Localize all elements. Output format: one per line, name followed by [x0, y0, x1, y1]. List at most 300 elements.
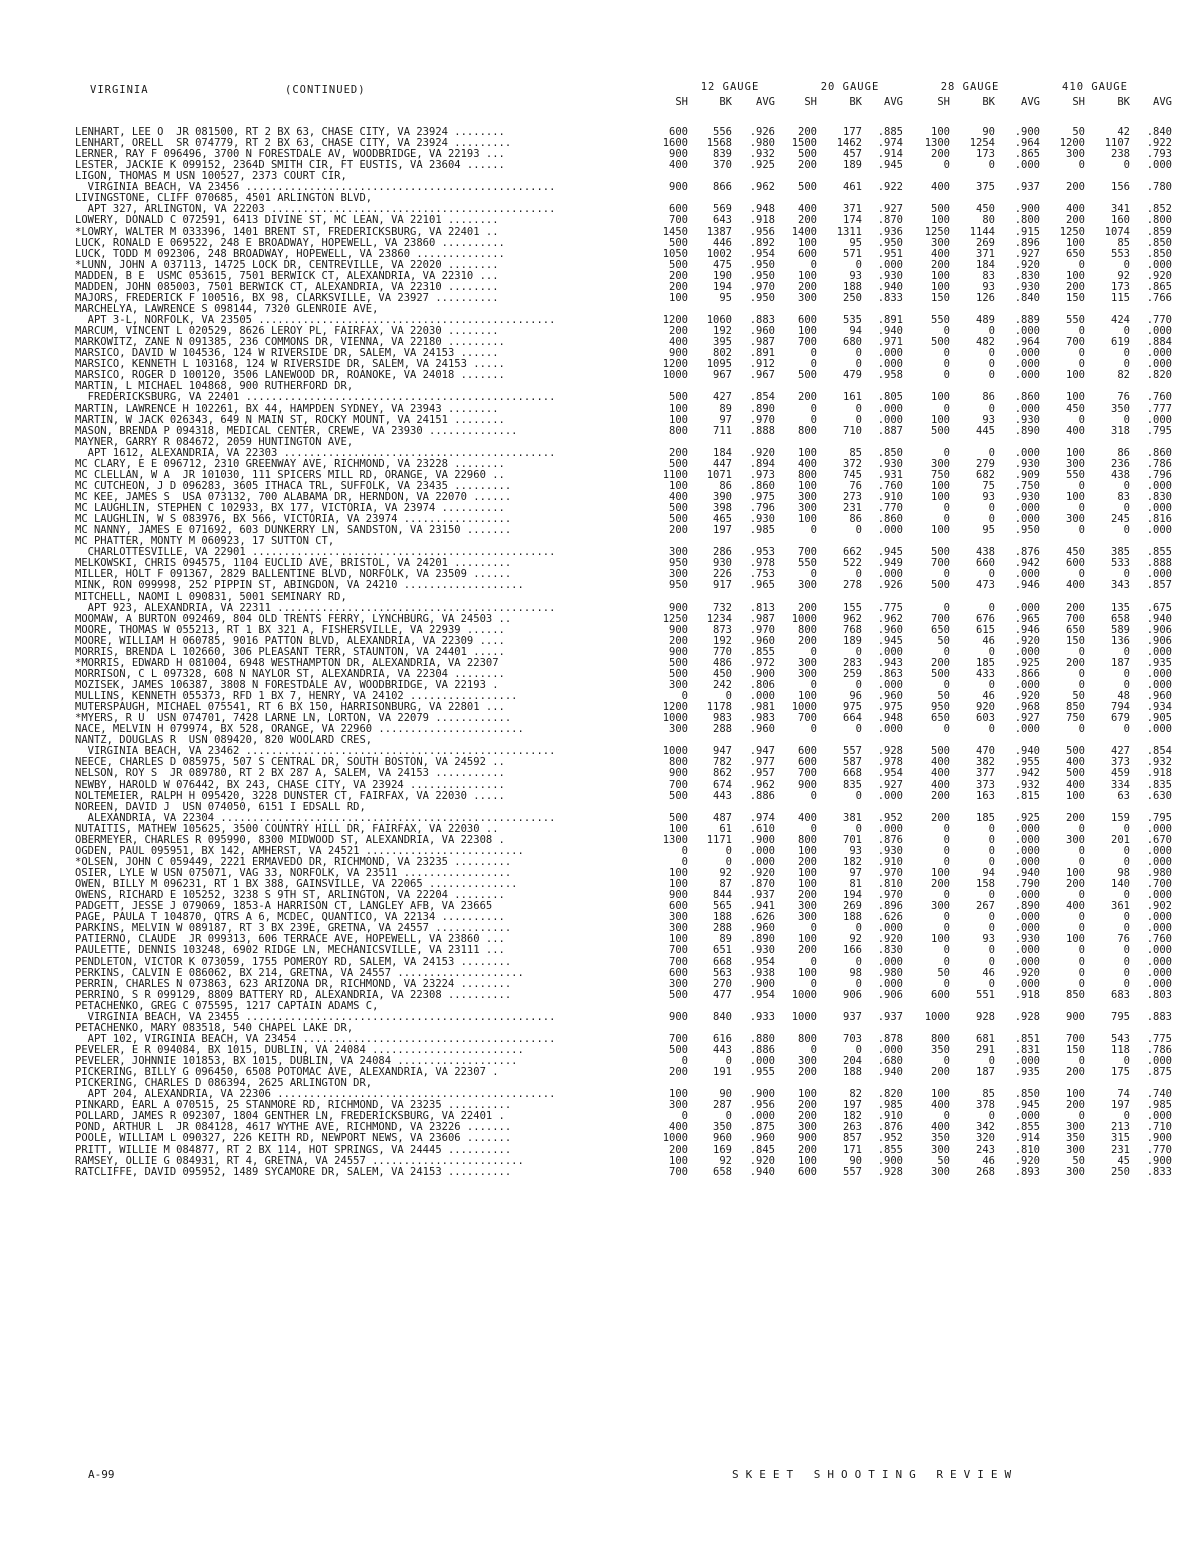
score-cell: 0 [988, 347, 995, 360]
score-cell: 500 [669, 656, 688, 669]
score-cell: 93 [982, 280, 995, 293]
score-cell: 473 [976, 579, 995, 592]
score-cell: 682 [976, 468, 995, 481]
score-cell: .830 [1146, 490, 1172, 503]
score-cell: 100 [669, 933, 688, 946]
score-cell: 89 [719, 933, 732, 946]
column-label: SH [675, 96, 688, 108]
score-cell: .980 [749, 137, 775, 150]
score-cell: 400 [1066, 424, 1085, 437]
shooter-entry: LOWERY, DONALD C 072591, 6413 DIVINE ST, MC LEAN, VA 22101 ........ [75, 215, 499, 227]
score-cell: 200 [798, 214, 817, 227]
shooter-entry: NOLTEMEIER, RALPH H 095420, 3228 DUNSTER CT, FAIRFAX, VA 22030 ..... [75, 790, 505, 802]
score-cell: 0 [855, 568, 862, 581]
score-cell: 700 [798, 336, 817, 349]
score-cell: 200 [1066, 656, 1085, 669]
score-cell: 291 [976, 1043, 995, 1056]
score-cell: 190 [713, 269, 732, 282]
score-cell: 650 [931, 712, 950, 725]
score-cell: 200 [1066, 280, 1085, 293]
score-cell: .896 [1014, 236, 1040, 249]
score-cell: .795 [1146, 811, 1172, 824]
score-cell: .750 [1014, 479, 1040, 492]
score-cell: 850 [1066, 988, 1085, 1001]
score-cell: 0 [988, 833, 995, 846]
score-cell: .920 [1146, 269, 1172, 282]
score-cell: 174 [843, 214, 862, 227]
score-cell: 600 [669, 203, 688, 216]
score-cell: 46 [982, 634, 995, 647]
score-cell: 185 [976, 811, 995, 824]
score-cell: .000 [1146, 1110, 1172, 1123]
score-cell: 0 [1078, 1110, 1085, 1123]
score-cell: .960 [749, 325, 775, 338]
score-cell: 835 [843, 778, 862, 791]
score-cell: 273 [843, 490, 862, 503]
score-cell: 48 [1117, 690, 1130, 703]
score-cell: .974 [877, 137, 903, 150]
score-cell: 286 [713, 546, 732, 559]
score-cell: 400 [931, 767, 950, 780]
score-cell: .770 [1146, 314, 1172, 327]
score-cell: 1400 [791, 225, 817, 238]
score-cell: 0 [1078, 358, 1085, 371]
score-cell: 200 [669, 446, 688, 459]
score-cell: 459 [1111, 767, 1130, 780]
score-cell: 975 [843, 701, 862, 714]
shooter-entry: PENDLETON, VICTOR K 073059, 1755 POMEROY RD, SALEM, VA 24153 ........ [75, 956, 512, 968]
score-cell: 1060 [706, 314, 732, 327]
score-cell: 1200 [1059, 137, 1085, 150]
score-cell: .950 [877, 236, 903, 249]
score-cell: 0 [1078, 855, 1085, 868]
score-cell: 470 [976, 745, 995, 758]
score-cell: 1200 [662, 314, 688, 327]
score-cell: .928 [877, 1165, 903, 1178]
score-cell: 150 [1066, 1043, 1085, 1056]
score-cell: 0 [1078, 502, 1085, 515]
score-cell: 92 [719, 1154, 732, 1167]
score-cell: 900 [669, 645, 688, 658]
score-cell: 155 [843, 601, 862, 614]
score-cell: 300 [669, 723, 688, 736]
score-cell: 0 [855, 789, 862, 802]
shooter-entry: MORRISON, C L 097328, 608 N NAYLOR ST, ALEXANDRIA, VA 22304 ........ [75, 668, 505, 680]
score-cell: 900 [669, 347, 688, 360]
gauge-410-heading: 410 GAUGE [1062, 81, 1128, 93]
shooter-entry: ALEXANDRIA, VA 22304 ..................................................... [75, 812, 556, 824]
score-cell: 750 [931, 468, 950, 481]
score-cell: 1500 [791, 137, 817, 150]
score-cell: 0 [988, 446, 995, 459]
score-cell: .000 [877, 524, 903, 537]
score-cell: 300 [669, 911, 688, 924]
score-cell: .910 [877, 855, 903, 868]
score-cell: 200 [1066, 1099, 1085, 1112]
score-cell: 150 [1066, 634, 1085, 647]
score-cell: .972 [749, 656, 775, 669]
score-cell: 0 [810, 789, 817, 802]
score-cell: 0 [1078, 723, 1085, 736]
score-cell: 500 [1066, 767, 1085, 780]
score-cell: 97 [719, 413, 732, 426]
shooter-entry: PAULETTE, DENNIS 103248, 6902 RIDGE LN, MECHANICSVILLE, VA 23111 ... [75, 945, 505, 957]
score-cell: 600 [798, 314, 817, 327]
score-cell: 500 [669, 811, 688, 824]
score-cell: .000 [1146, 358, 1172, 371]
score-cell: 343 [1111, 579, 1130, 592]
score-cell: .947 [749, 745, 775, 758]
score-cell: 543 [1111, 1032, 1130, 1045]
score-cell: 400 [669, 490, 688, 503]
gauge-12-heading: 12 GAUGE [700, 81, 760, 93]
score-cell: .920 [1014, 690, 1040, 703]
score-cell: .000 [877, 358, 903, 371]
score-cell: 83 [1117, 490, 1130, 503]
shooter-entry: LIGON, THOMAS M USN 100527, 2373 COURT CIR, [75, 171, 347, 183]
score-cell: .960 [877, 690, 903, 703]
score-cell: 100 [798, 1154, 817, 1167]
score-cell: .875 [749, 1121, 775, 1134]
score-cell: 169 [713, 1143, 732, 1156]
score-cell: 0 [810, 1043, 817, 1056]
score-cell: 1300 [924, 137, 950, 150]
score-cell: 287 [713, 1099, 732, 1112]
score-cell: .820 [1146, 369, 1172, 382]
score-cell: 188 [843, 1066, 862, 1079]
score-cell: 200 [931, 1066, 950, 1079]
score-cell: 0 [1123, 524, 1130, 537]
score-cell: .952 [877, 1132, 903, 1145]
score-cell: .000 [1146, 966, 1172, 979]
score-cell: .000 [877, 413, 903, 426]
score-cell: .850 [1146, 236, 1172, 249]
score-cell: 100 [669, 822, 688, 835]
score-cell: 400 [931, 1099, 950, 1112]
score-cell: .900 [749, 667, 775, 680]
score-cell: .946 [1014, 623, 1040, 636]
score-cell: 427 [1111, 745, 1130, 758]
score-cell: .975 [749, 490, 775, 503]
score-cell: 800 [798, 623, 817, 636]
score-cell: 204 [843, 1055, 862, 1068]
score-cell: .000 [1014, 601, 1040, 614]
score-cell: .630 [1146, 789, 1172, 802]
score-cell: .954 [877, 767, 903, 780]
score-cell: 0 [943, 944, 950, 957]
score-cell: 200 [669, 280, 688, 293]
score-cell: 0 [943, 1110, 950, 1123]
score-cell: .900 [1014, 126, 1040, 138]
score-cell: 156 [1111, 181, 1130, 194]
score-cell: 0 [855, 524, 862, 537]
score-cell: 92 [719, 867, 732, 880]
score-cell: .835 [1146, 778, 1172, 791]
score-cell: 182 [843, 1110, 862, 1123]
score-cell: 0 [1123, 822, 1130, 835]
score-cell: 382 [976, 756, 995, 769]
score-cell: 400 [1066, 579, 1085, 592]
shooter-entry: MC NANNY, JAMES E 071692, 603 DUNKERRY LN, SANDSTON, VA 23150 ....... [75, 525, 512, 537]
score-cell: .000 [877, 789, 903, 802]
score-cell: 92 [1117, 269, 1130, 282]
score-cell: 0 [1078, 568, 1085, 581]
score-cell: .860 [1014, 391, 1040, 404]
score-cell: .806 [749, 679, 775, 691]
score-cell: .960 [749, 922, 775, 935]
shooter-entry: APT 923, ALEXANDRIA, VA 22311 ............................................ [75, 602, 556, 614]
score-cell: 100 [798, 513, 817, 526]
score-cell: 450 [1066, 402, 1085, 415]
score-cell: 200 [1066, 214, 1085, 227]
score-cell: .960 [749, 723, 775, 736]
score-cell: .950 [749, 258, 775, 271]
score-cell: 700 [669, 1165, 688, 1178]
score-cell: 500 [931, 579, 950, 592]
score-cell: 82 [849, 1088, 862, 1101]
score-cell: .960 [749, 1132, 775, 1145]
score-cell: 0 [810, 347, 817, 360]
score-cell: 0 [681, 1110, 688, 1123]
score-cell: .740 [1146, 1088, 1172, 1101]
score-cell: .870 [749, 878, 775, 891]
score-cell: 200 [798, 126, 817, 138]
score-cell: 100 [931, 479, 950, 492]
score-cell: .971 [877, 336, 903, 349]
score-cell: 0 [681, 855, 688, 868]
score-cell: 269 [843, 900, 862, 913]
shooter-entry: PETACHENKO, MARY 083518, 540 CHAPEL LAKE DR, [75, 1022, 354, 1034]
shooter-entry: *LOWRY, WALTER M 033396, 1401 BRENT ST, FREDERICKSBURG, VA 22401 .. [75, 226, 499, 238]
score-cell: .766 [1146, 291, 1172, 304]
shooter-entry: OWENS, RICHARD E 105252, 3238 S 9TH ST, ARLINGTON, VA 22204 ........ [75, 890, 505, 902]
shooter-entry: FREDERICKSBURG, VA 22401 ................................................. [75, 392, 556, 404]
score-cell: .816 [1146, 513, 1172, 526]
score-cell: .985 [877, 1099, 903, 1112]
score-cell: 1462 [836, 137, 862, 150]
score-cell: 0 [725, 1110, 732, 1123]
score-cell: .000 [1014, 855, 1040, 868]
score-cell: 188 [843, 280, 862, 293]
score-cell: 0 [1123, 258, 1130, 271]
score-cell: 500 [931, 667, 950, 680]
shooter-entry: LENHART, LEE O JR 081500, RT 2 BX 63, CHASE CITY, VA 23924 ........ [75, 127, 505, 138]
score-cell: .945 [877, 546, 903, 559]
score-cell: 0 [988, 977, 995, 990]
score-cell: .962 [877, 612, 903, 625]
score-cell: 135 [1111, 601, 1130, 614]
score-cell: 95 [719, 291, 732, 304]
score-cell: .906 [1146, 634, 1172, 647]
score-cell: 680 [843, 336, 862, 349]
score-cell: 0 [810, 402, 817, 415]
shooter-entry: MITCHELL, NAOMI L 090831, 5001 SEMINARY RD, [75, 591, 347, 603]
score-cell: .930 [1014, 413, 1040, 426]
score-cell: .860 [1146, 446, 1172, 459]
score-cell: 86 [982, 391, 995, 404]
score-cell: 82 [1117, 369, 1130, 382]
score-cell: 395 [713, 336, 732, 349]
score-cell: 278 [843, 579, 862, 592]
score-cell: 236 [1111, 457, 1130, 470]
score-cell: .889 [1014, 314, 1040, 327]
score-cell: .000 [1014, 358, 1040, 371]
score-cell: 1178 [706, 701, 732, 714]
score-cell: 0 [1078, 347, 1085, 360]
score-cell: 0 [943, 723, 950, 736]
score-cell: .000 [1146, 855, 1172, 868]
score-cell: 350 [1066, 1132, 1085, 1145]
score-cell: 200 [669, 325, 688, 338]
score-cell: .000 [749, 844, 775, 857]
shooter-entry: PICKERING, CHARLES D 086394, 2625 ARLINGTON DR, [75, 1078, 373, 1090]
continued-label: (CONTINUED) [285, 84, 366, 96]
score-cell: 100 [1066, 867, 1085, 880]
score-cell: 900 [669, 181, 688, 194]
score-cell: 45 [1117, 1154, 1130, 1167]
score-cell: .890 [749, 933, 775, 946]
score-cell: .940 [877, 280, 903, 293]
score-cell: 844 [713, 889, 732, 902]
score-cell: .942 [1014, 557, 1040, 570]
score-cell: 0 [988, 723, 995, 736]
score-cell: .920 [1014, 258, 1040, 271]
score-cell: 98 [1117, 867, 1130, 880]
score-cell: 50 [937, 634, 950, 647]
score-cell: 100 [1066, 446, 1085, 459]
score-cell: 500 [669, 258, 688, 271]
shooter-entry: MARSICO, ROGER D 100120, 3506 LANEWOOD DR, ROANOKE, VA 24018 ....... [75, 370, 505, 382]
score-cell: 189 [843, 634, 862, 647]
score-cell: .900 [1146, 1132, 1172, 1145]
score-cell: 200 [931, 258, 950, 271]
score-cell: .930 [1014, 933, 1040, 946]
score-cell: 0 [1078, 1055, 1085, 1068]
score-cell: 651 [713, 944, 732, 957]
shooter-entry: PETACHENKO, GREG C 075595, 1217 CAPTAIN ADAMS C, [75, 1000, 379, 1012]
score-cell: 50 [937, 966, 950, 979]
score-cell: .000 [877, 723, 903, 736]
score-cell: .000 [1014, 1110, 1040, 1123]
score-cell: .000 [1014, 347, 1040, 360]
score-cell: 500 [669, 236, 688, 249]
score-cell: 0 [681, 844, 688, 857]
shooter-entry: *MORRIS, EDWARD H 081004, 6948 WESTHAMPTON DR, ALEXANDRIA, VA 22307 [75, 657, 499, 669]
score-cell: .915 [1014, 225, 1040, 238]
score-cell: 100 [798, 966, 817, 979]
score-cell: 840 [713, 1010, 732, 1023]
column-label: AVG [1021, 96, 1040, 108]
score-cell: 200 [931, 878, 950, 891]
score-cell: .949 [877, 557, 903, 570]
score-cell: 288 [713, 723, 732, 736]
score-cell: .000 [1014, 568, 1040, 581]
score-cell: 100 [669, 1154, 688, 1167]
score-cell: 400 [931, 247, 950, 260]
score-cell: .000 [1014, 944, 1040, 957]
score-cell: 0 [810, 977, 817, 990]
score-cell: 930 [713, 557, 732, 570]
score-cell: 0 [943, 159, 950, 172]
score-cell: 100 [798, 269, 817, 282]
score-cell: 600 [669, 126, 688, 138]
score-cell: .920 [877, 933, 903, 946]
score-cell: .912 [749, 358, 775, 371]
shooter-entry: APT 102, VIRGINIA BEACH, VA 23454 ........................................ [75, 1033, 556, 1045]
score-cell: 201 [1111, 833, 1130, 846]
score-cell: .910 [877, 1110, 903, 1123]
shooter-entry: MOZISEK, JAMES 106387, 3808 N FORESTDALE AV, WOODBRIDGE, VA 22193 . [75, 680, 499, 691]
score-cell: 866 [713, 181, 732, 194]
score-cell: .940 [877, 325, 903, 338]
score-cell: .813 [749, 601, 775, 614]
shooter-entry: OSIER, LYLE W USN 075071, VAG 33, NORFOLK, VA 23511 ................. [75, 868, 512, 880]
score-cell: 371 [843, 203, 862, 216]
score-cell: 700 [931, 612, 950, 625]
score-cell: 1071 [706, 468, 732, 481]
score-cell: 0 [988, 645, 995, 658]
shooter-entry: MARCUM, VINCENT L 020529, 8626 LEROY PL, FAIRFAX, VA 22030 ........ [75, 326, 499, 338]
score-cell: .925 [1014, 656, 1040, 669]
score-cell: 0 [855, 822, 862, 835]
score-cell: .930 [877, 844, 903, 857]
score-cell: .000 [1146, 413, 1172, 426]
score-cell: 159 [1111, 811, 1130, 824]
shooter-entry: MELKOWSKI, CHRIS 094575, 1104 EUCLID AVE, BRISTOL, VA 24201 ......... [75, 558, 512, 570]
score-cell: 200 [931, 656, 950, 669]
score-cell: 42 [1117, 126, 1130, 138]
score-cell: 300 [1066, 1121, 1085, 1134]
score-cell: 550 [931, 314, 950, 327]
score-cell: .945 [877, 634, 903, 647]
score-cell: .955 [1014, 756, 1040, 769]
score-cell: 90 [719, 1088, 732, 1101]
score-cell: .954 [749, 988, 775, 1001]
score-cell: 1095 [706, 358, 732, 371]
score-cell: 0 [1078, 325, 1085, 338]
score-cell: 50 [1072, 1154, 1085, 1167]
score-cell: 100 [798, 446, 817, 459]
score-cell: 90 [849, 1154, 862, 1167]
score-cell: 50 [937, 690, 950, 703]
score-cell: 0 [1123, 944, 1130, 957]
score-cell: 400 [669, 159, 688, 172]
score-cell: .000 [1014, 513, 1040, 526]
score-cell: 100 [669, 878, 688, 891]
score-cell: .000 [1014, 833, 1040, 846]
score-cell: 300 [798, 900, 817, 913]
score-cell: .940 [1014, 867, 1040, 880]
score-cell: .000 [1146, 347, 1172, 360]
score-cell: 750 [1066, 712, 1085, 725]
score-cell: 200 [798, 159, 817, 172]
score-cell: 701 [843, 833, 862, 846]
shooter-entry: MADDEN, B E USMC 053615, 7501 BERWICK CT, ALEXANDRIA, VA 22310 ... [75, 270, 499, 282]
score-cell: 372 [843, 457, 862, 470]
score-cell: .918 [1146, 767, 1172, 780]
shooter-entry: NACE, MELVIN H 079974, BX 528, ORANGE, VA 22960 ....................... [75, 724, 524, 736]
column-label: AVG [884, 96, 903, 108]
score-cell: .983 [749, 712, 775, 725]
score-cell: 200 [798, 634, 817, 647]
score-cell: 140 [1111, 878, 1130, 891]
score-cell: 0 [1123, 347, 1130, 360]
score-cell: .810 [1014, 1143, 1040, 1156]
score-cell: .859 [1146, 225, 1172, 238]
score-cell: .000 [877, 922, 903, 935]
score-cell: .954 [749, 247, 775, 260]
score-cell: 0 [988, 844, 995, 857]
